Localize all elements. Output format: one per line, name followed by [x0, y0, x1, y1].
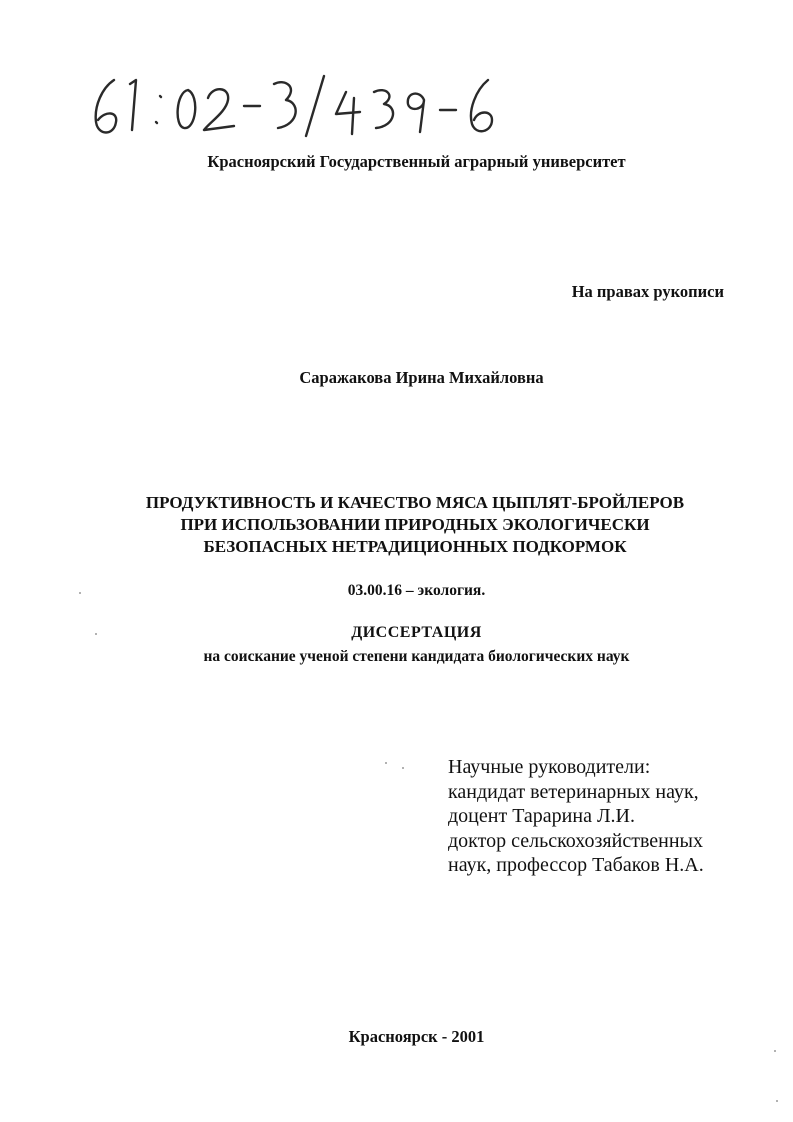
advisors-block — [448, 755, 704, 878]
specialty-code: 03.00.16 – экология. — [347, 582, 486, 599]
scan-speck — [776, 1100, 778, 1102]
advisors-line: доктор сельскохозяйственных — [448, 829, 703, 852]
handwritten-catalog-code — [84, 70, 504, 146]
title-line: ПРИ ИСПОЛЬЗОВАНИИ ПРИРОДНЫХ ЭКОЛОГИЧЕСКИ — [180, 515, 650, 534]
advisors-line: кандидат ветеринарных наук, — [448, 780, 699, 803]
dissertation-title — [60, 492, 770, 558]
advisors-line: наук, профессор Табаков Н.А. — [448, 854, 704, 876]
advisors-line: Научные руководители: — [448, 756, 651, 778]
scan-speck — [95, 633, 97, 635]
scan-speck — [79, 592, 81, 594]
title-line: ПРОДУКТИВНОСТЬ И КАЧЕСТВО МЯСА ЦЫПЛЯТ-БРОЙЛЕРОВ — [145, 493, 685, 512]
title-line: БЕЗОПАСНЫХ НЕТРАДИЦИОННЫХ ПОДКОРМОК — [203, 537, 627, 556]
city-and-year: Красноярск - 2001 — [348, 1027, 485, 1046]
advisors-line: доцент Тарарина Л.И. — [448, 805, 635, 827]
scan-speck — [402, 767, 404, 769]
degree-description: на соискание ученой степени кандидата биологических наук — [203, 648, 630, 665]
manuscript-rights-note: На правах рукописи — [571, 282, 724, 301]
author-name: Саражакова Ирина Михайловна — [299, 368, 544, 387]
university-name: Красноярский Государственный аграрный университет — [207, 152, 626, 171]
scan-speck — [774, 1050, 776, 1052]
scan-speck — [385, 762, 387, 764]
document-type: ДИССЕРТАЦИЯ — [351, 624, 482, 641]
